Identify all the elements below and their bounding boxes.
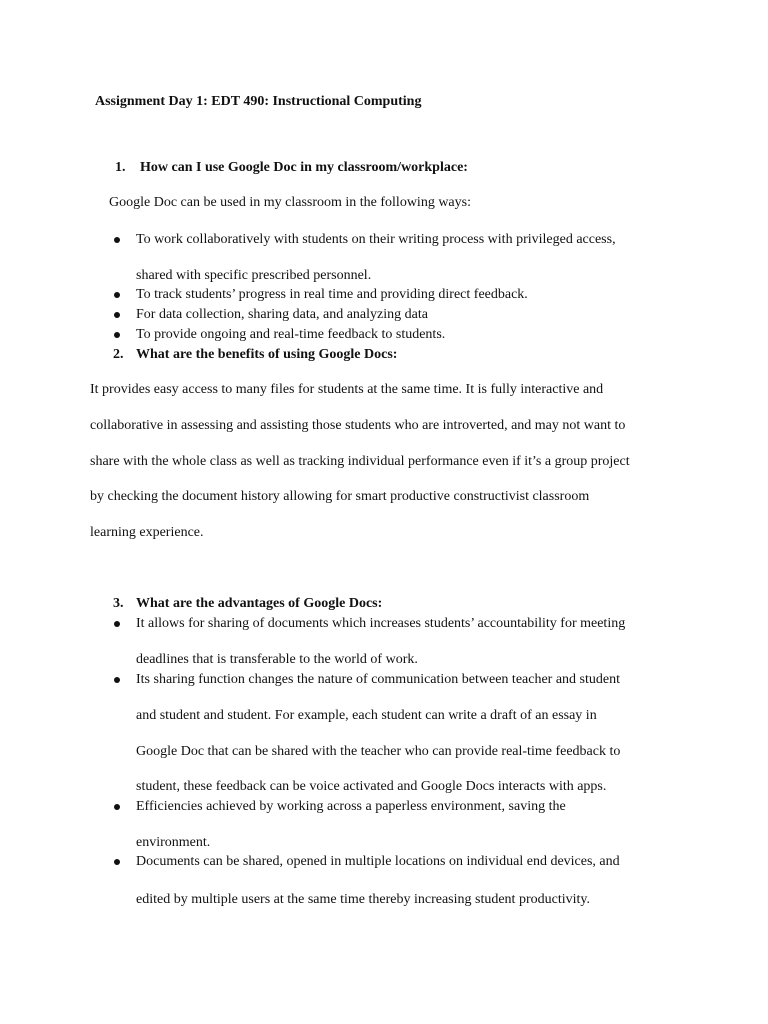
- paragraph-line: collaborative in assessing and assisting those students who are introverted, and may not want to: [90, 418, 626, 433]
- list-item: For data collection, sharing data, and analyzing data: [136, 307, 428, 322]
- list-item: Efficiencies achieved by working across a paperless environment, saving the: [136, 799, 566, 814]
- list-item: To provide ongoing and real-time feedback to students.: [136, 327, 446, 342]
- q3-number: 3.: [113, 596, 124, 611]
- paragraph-line: share with the whole class as well as tracking individual performance even if it’s a group project: [90, 454, 630, 469]
- list-item-continuation: student, these feedback can be voice activated and Google Docs interacts with apps.: [136, 779, 607, 794]
- bullet-icon: [114, 312, 120, 318]
- list-item-continuation: and student and student. For example, each student can write a draft of an essay in: [136, 708, 597, 723]
- list-item: To track students’ progress in real time and providing direct feedback.: [136, 287, 528, 302]
- paragraph-line: by checking the document history allowing for smart productive constructivist classroom: [90, 489, 590, 504]
- list-item-continuation: edited by multiple users at the same time thereby increasing student productivity.: [136, 892, 590, 907]
- bullet-icon: [114, 237, 120, 243]
- list-item-continuation: Google Doc that can be shared with the teacher who can provide real-time feedback to: [136, 744, 621, 759]
- bullet-icon: [114, 621, 120, 627]
- list-item: It allows for sharing of documents which increases students’ accountability for meeting: [136, 616, 626, 631]
- list-item-continuation: shared with specific prescribed personnel.: [136, 268, 372, 283]
- q1-number: 1.: [115, 160, 126, 175]
- list-item-continuation: environment.: [136, 835, 211, 850]
- bullet-icon: [114, 292, 120, 298]
- bullet-icon: [114, 332, 120, 338]
- bullet-icon: [114, 859, 120, 865]
- list-item: To work collaboratively with students on their writing process with privileged access,: [136, 232, 616, 247]
- list-item: Its sharing function changes the nature of communication between teacher and student: [136, 672, 620, 687]
- bullet-icon: [114, 804, 120, 810]
- paragraph-line: learning experience.: [90, 525, 204, 540]
- bullet-icon: [114, 677, 120, 683]
- q2-number: 2.: [113, 347, 124, 362]
- paragraph-line: It provides easy access to many files for students at the same time. It is fully interactive and: [90, 382, 604, 397]
- document-title: Assignment Day 1: EDT 490: Instructional Computing: [95, 94, 422, 109]
- q1-intro: Google Doc can be used in my classroom in the following ways:: [109, 195, 471, 210]
- q2-heading: What are the benefits of using Google Docs:: [136, 347, 398, 362]
- q3-heading: What are the advantages of Google Docs:: [136, 596, 383, 611]
- list-item: Documents can be shared, opened in multiple locations on individual end devices, and: [136, 854, 620, 869]
- q1-heading: How can I use Google Doc in my classroom/workplace:: [140, 160, 468, 175]
- list-item-continuation: deadlines that is transferable to the world of work.: [136, 652, 418, 667]
